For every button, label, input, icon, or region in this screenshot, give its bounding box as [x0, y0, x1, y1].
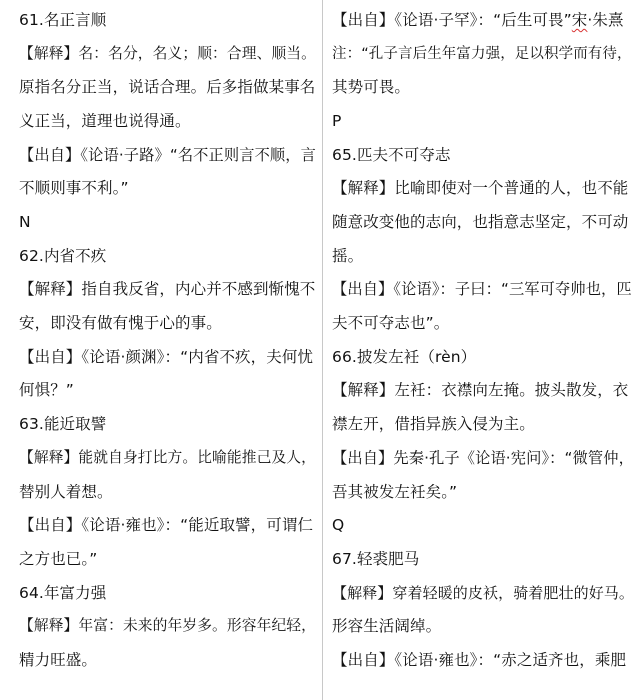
entry-65-explanation-line-2: 随意改变他的志向，也指意志坚定，不可动: [332, 213, 629, 231]
entry-66-title: 66.披发左衽（rèn）: [332, 348, 477, 366]
entry-67-explanation-line-1: 【解释】穿着轻暖的皮袄，骑着肥壮的好马。: [332, 584, 634, 602]
entry-65-source-line-2: 夫不可夺志也”。: [332, 314, 450, 332]
entry-62-source-line-1: 【出自】《论语·颜渊》：“内省不疚，夫何忧: [19, 348, 314, 366]
entry-63-title: 63.能近取譬: [19, 415, 107, 433]
entry-64-source-line-3: 其势可畏。: [332, 78, 411, 96]
entry-62-explanation-line-1: 【解释】指自我反省，内心并不感到惭愧不: [19, 280, 316, 298]
entry-64-explanation-line-2: 精力旺盛。: [19, 651, 98, 669]
entry-65-source-line-1: 【出自】《论语》：子曰：“三军可夺帅也，匹: [332, 280, 632, 298]
entry-64-source-line-1: [332, 9, 624, 31]
entry-64-source-line-2: 注：“孔子言后生年富力强，足以积学而有待，: [332, 46, 632, 62]
entry-62-title: 62.内省不疚: [19, 247, 107, 265]
entry-67-source-line-1: 【出自】《论语·雍也》：“赤之适齐也，乘肥: [332, 651, 627, 669]
entry-65-title: 65.匹夫不可夺志: [332, 146, 451, 164]
entry-61-source-line-1: 【出自】《论语·子路》“名不正则言不顺，言: [19, 146, 316, 164]
entry-66-explanation-line-2: 襟左开，借指异族入侵为主。: [332, 415, 535, 433]
left-column: [19, 0, 317, 700]
section-letter-q: Q: [332, 516, 345, 534]
entry-63-source-line-2: 之方也已。”: [19, 550, 98, 568]
entry-65-explanation-line-3: 摇。: [332, 247, 364, 265]
entry-67-title: 67.轻裘肥马: [332, 550, 420, 568]
entry-65-explanation-line-1: 【解释】比喻即使对一个普通的人，也不能: [332, 179, 629, 197]
entry-61-explanation-line-2: 原指名分正当，说话合理。后多指做某事名: [19, 78, 316, 96]
column-divider: [322, 0, 323, 700]
entry-62-source-line-2: 何惧？”: [19, 381, 74, 399]
entry-61-explanation-line-1: 【解释】名：名分，名义；顺：合理、顺当。: [19, 45, 316, 62]
entry-61-source-line-2: 不顺则事不利。”: [19, 179, 129, 197]
entry-66-source-line-1: 【出自】先秦·孔子《论语·宪问》：“微管仲，: [332, 449, 634, 467]
entry-63-explanation-line-1: 【解释】能就自身打比方。比喻能推己及人，: [19, 449, 316, 466]
entry-66-explanation-line-1: 【解释】左衽：衣襟向左掩。披头散发，衣: [332, 381, 629, 399]
entry-66-source-line-2: 吾其被发左衽矣。”: [332, 483, 458, 501]
entry-64-title: 64.年富力强: [19, 584, 107, 602]
entry-61-explanation-line-3: 义正当，道理也说得通。: [19, 112, 191, 130]
entry-63-explanation-line-2: 替别人着想。: [19, 483, 113, 501]
section-letter-n: N: [19, 213, 31, 231]
entry-62-explanation-line-2: 安，即没有做有愧于心的事。: [19, 314, 222, 332]
entry-63-source-line-1: 【出自】《论语·雍也》：“能近取譬，可谓仁: [19, 516, 314, 534]
entry-67-explanation-line-2: 形容生活阔绰。: [332, 617, 442, 635]
entry-64-source-author: ·朱熹: [587, 11, 624, 29]
entry-64-source-text: 【出自】《论语·子罕》：“后生可畏”: [332, 11, 572, 29]
section-letter-p: P: [332, 112, 342, 130]
entry-61-title: 61.名正言顺: [19, 11, 107, 29]
spellcheck-marked-word: 宋: [571, 11, 588, 29]
entry-64-explanation-line-1: 【解释】年富：未来的年岁多。形容年纪轻，: [19, 617, 316, 634]
right-column: [332, 0, 634, 700]
